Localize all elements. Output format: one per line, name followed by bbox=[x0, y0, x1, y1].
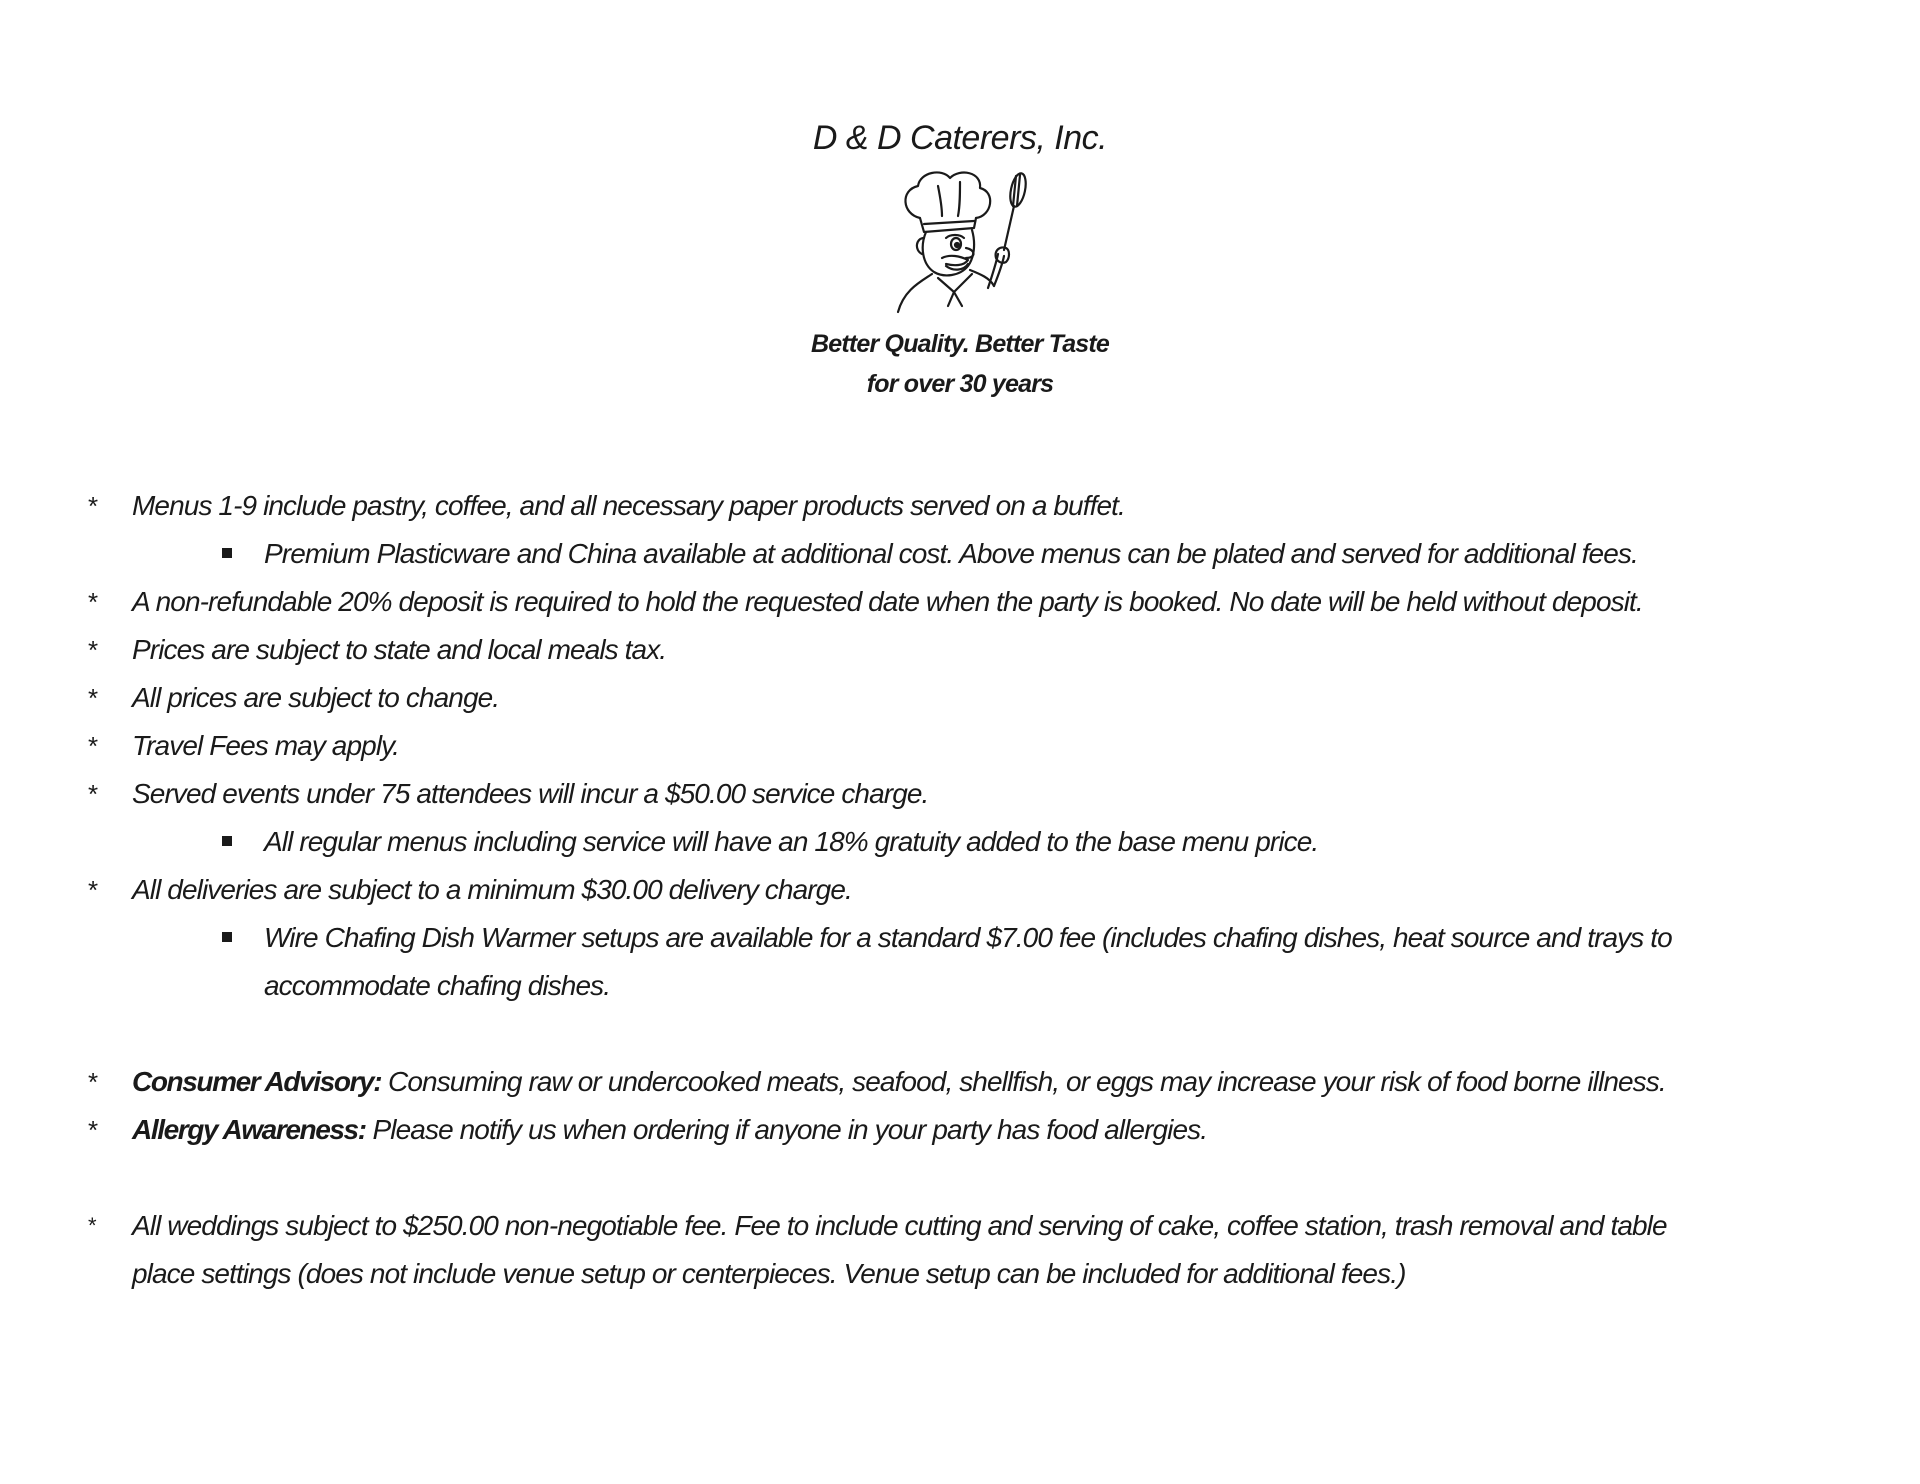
wedding-note-line-1: All weddings subject to $250.00 non-negotiable fee. Fee to include cutting and serving of cake, coffee station, trash removal and table bbox=[132, 1210, 1667, 1241]
chafing-note-line-2: accommodate chafing dishes. bbox=[264, 970, 611, 1001]
list-subitem bbox=[0, 818, 1920, 866]
list-item bbox=[0, 722, 1920, 770]
consumer-advisory bbox=[132, 1058, 1666, 1106]
company-name: D & D Caterers, Inc. bbox=[812, 119, 1108, 157]
list-item bbox=[0, 866, 1920, 914]
asterisk-bullet: * bbox=[88, 587, 98, 617]
asterisk-bullet: * bbox=[88, 1115, 98, 1145]
asterisk-bullet: * bbox=[88, 635, 98, 665]
spacer bbox=[0, 1154, 1920, 1202]
allergy-awareness bbox=[132, 1106, 1207, 1154]
list-item bbox=[0, 482, 1920, 530]
asterisk-bullet: * bbox=[88, 731, 98, 761]
wedding-note-line-2: place settings (does not include venue setup or centerpieces. Venue setup can be included for additional fees.) bbox=[132, 1258, 1406, 1289]
allergy-awareness-label: Allergy Awareness: bbox=[132, 1114, 366, 1145]
list-item bbox=[0, 770, 1920, 818]
tagline bbox=[0, 324, 1920, 404]
asterisk-bullet: * bbox=[88, 491, 98, 521]
list-subitem-continuation bbox=[0, 962, 1920, 1010]
asterisk-bullet: * bbox=[88, 1213, 96, 1238]
list-item bbox=[0, 626, 1920, 674]
tagline-line-2: for over 30 years bbox=[866, 370, 1054, 398]
square-bullet-icon bbox=[222, 548, 232, 558]
travel-note: Travel Fees may apply. bbox=[132, 730, 400, 761]
allergy-awareness-text: Please notify us when ordering if anyone in your party has food allergies. bbox=[365, 1114, 1208, 1145]
list-item-continuation bbox=[0, 1250, 1920, 1298]
menus-note: Menus 1-9 include pastry, coffee, and all necessary paper products served on a buffet. bbox=[132, 490, 1125, 521]
square-bullet-icon bbox=[222, 932, 232, 942]
menus-sub-note: Premium Plasticware and China available at additional cost. Above menus can be plated and served for additional fees. bbox=[264, 538, 1638, 569]
list-subitem bbox=[0, 530, 1920, 578]
list-subitem bbox=[0, 914, 1920, 962]
delivery-note: All deliveries are subject to a minimum $30.00 delivery charge. bbox=[132, 874, 852, 905]
deposit-note: A non-refundable 20% deposit is required to hold the requested date when the party is booked. No date will be held without deposit. bbox=[132, 586, 1643, 617]
asterisk-bullet: * bbox=[88, 683, 98, 713]
list-item bbox=[0, 1058, 1920, 1106]
consumer-advisory-text: Consuming raw or undercooked meats, seafood, shellfish, or eggs may increase your risk of food borne illness. bbox=[381, 1066, 1666, 1097]
tax-note: Prices are subject to state and local meals tax. bbox=[132, 634, 667, 665]
chafing-note-line-1: Wire Chafing Dish Warmer setups are available for a standard $7.00 fee (includes chafing dishes, heat source and trays to bbox=[264, 922, 1672, 953]
list-item bbox=[0, 578, 1920, 626]
chef-holding-whisk-icon bbox=[880, 166, 1040, 314]
asterisk-bullet: * bbox=[88, 779, 98, 809]
spacer bbox=[0, 1010, 1920, 1058]
list-item bbox=[0, 1106, 1920, 1154]
list-item bbox=[0, 674, 1920, 722]
consumer-advisory-label: Consumer Advisory: bbox=[132, 1066, 382, 1097]
square-bullet-icon bbox=[222, 836, 232, 846]
price-change-note: All prices are subject to change. bbox=[132, 682, 500, 713]
tagline-line-1: Better Quality. Better Taste bbox=[810, 330, 1110, 358]
asterisk-bullet: * bbox=[88, 1067, 98, 1097]
terms-list bbox=[0, 482, 1920, 1298]
served-note: Served events under 75 attendees will incur a $50.00 service charge. bbox=[132, 778, 929, 809]
letterhead bbox=[0, 118, 1920, 404]
asterisk-bullet: * bbox=[88, 875, 98, 905]
gratuity-note: All regular menus including service will have an 18% gratuity added to the base menu price. bbox=[264, 826, 1319, 857]
list-item bbox=[0, 1202, 1920, 1250]
